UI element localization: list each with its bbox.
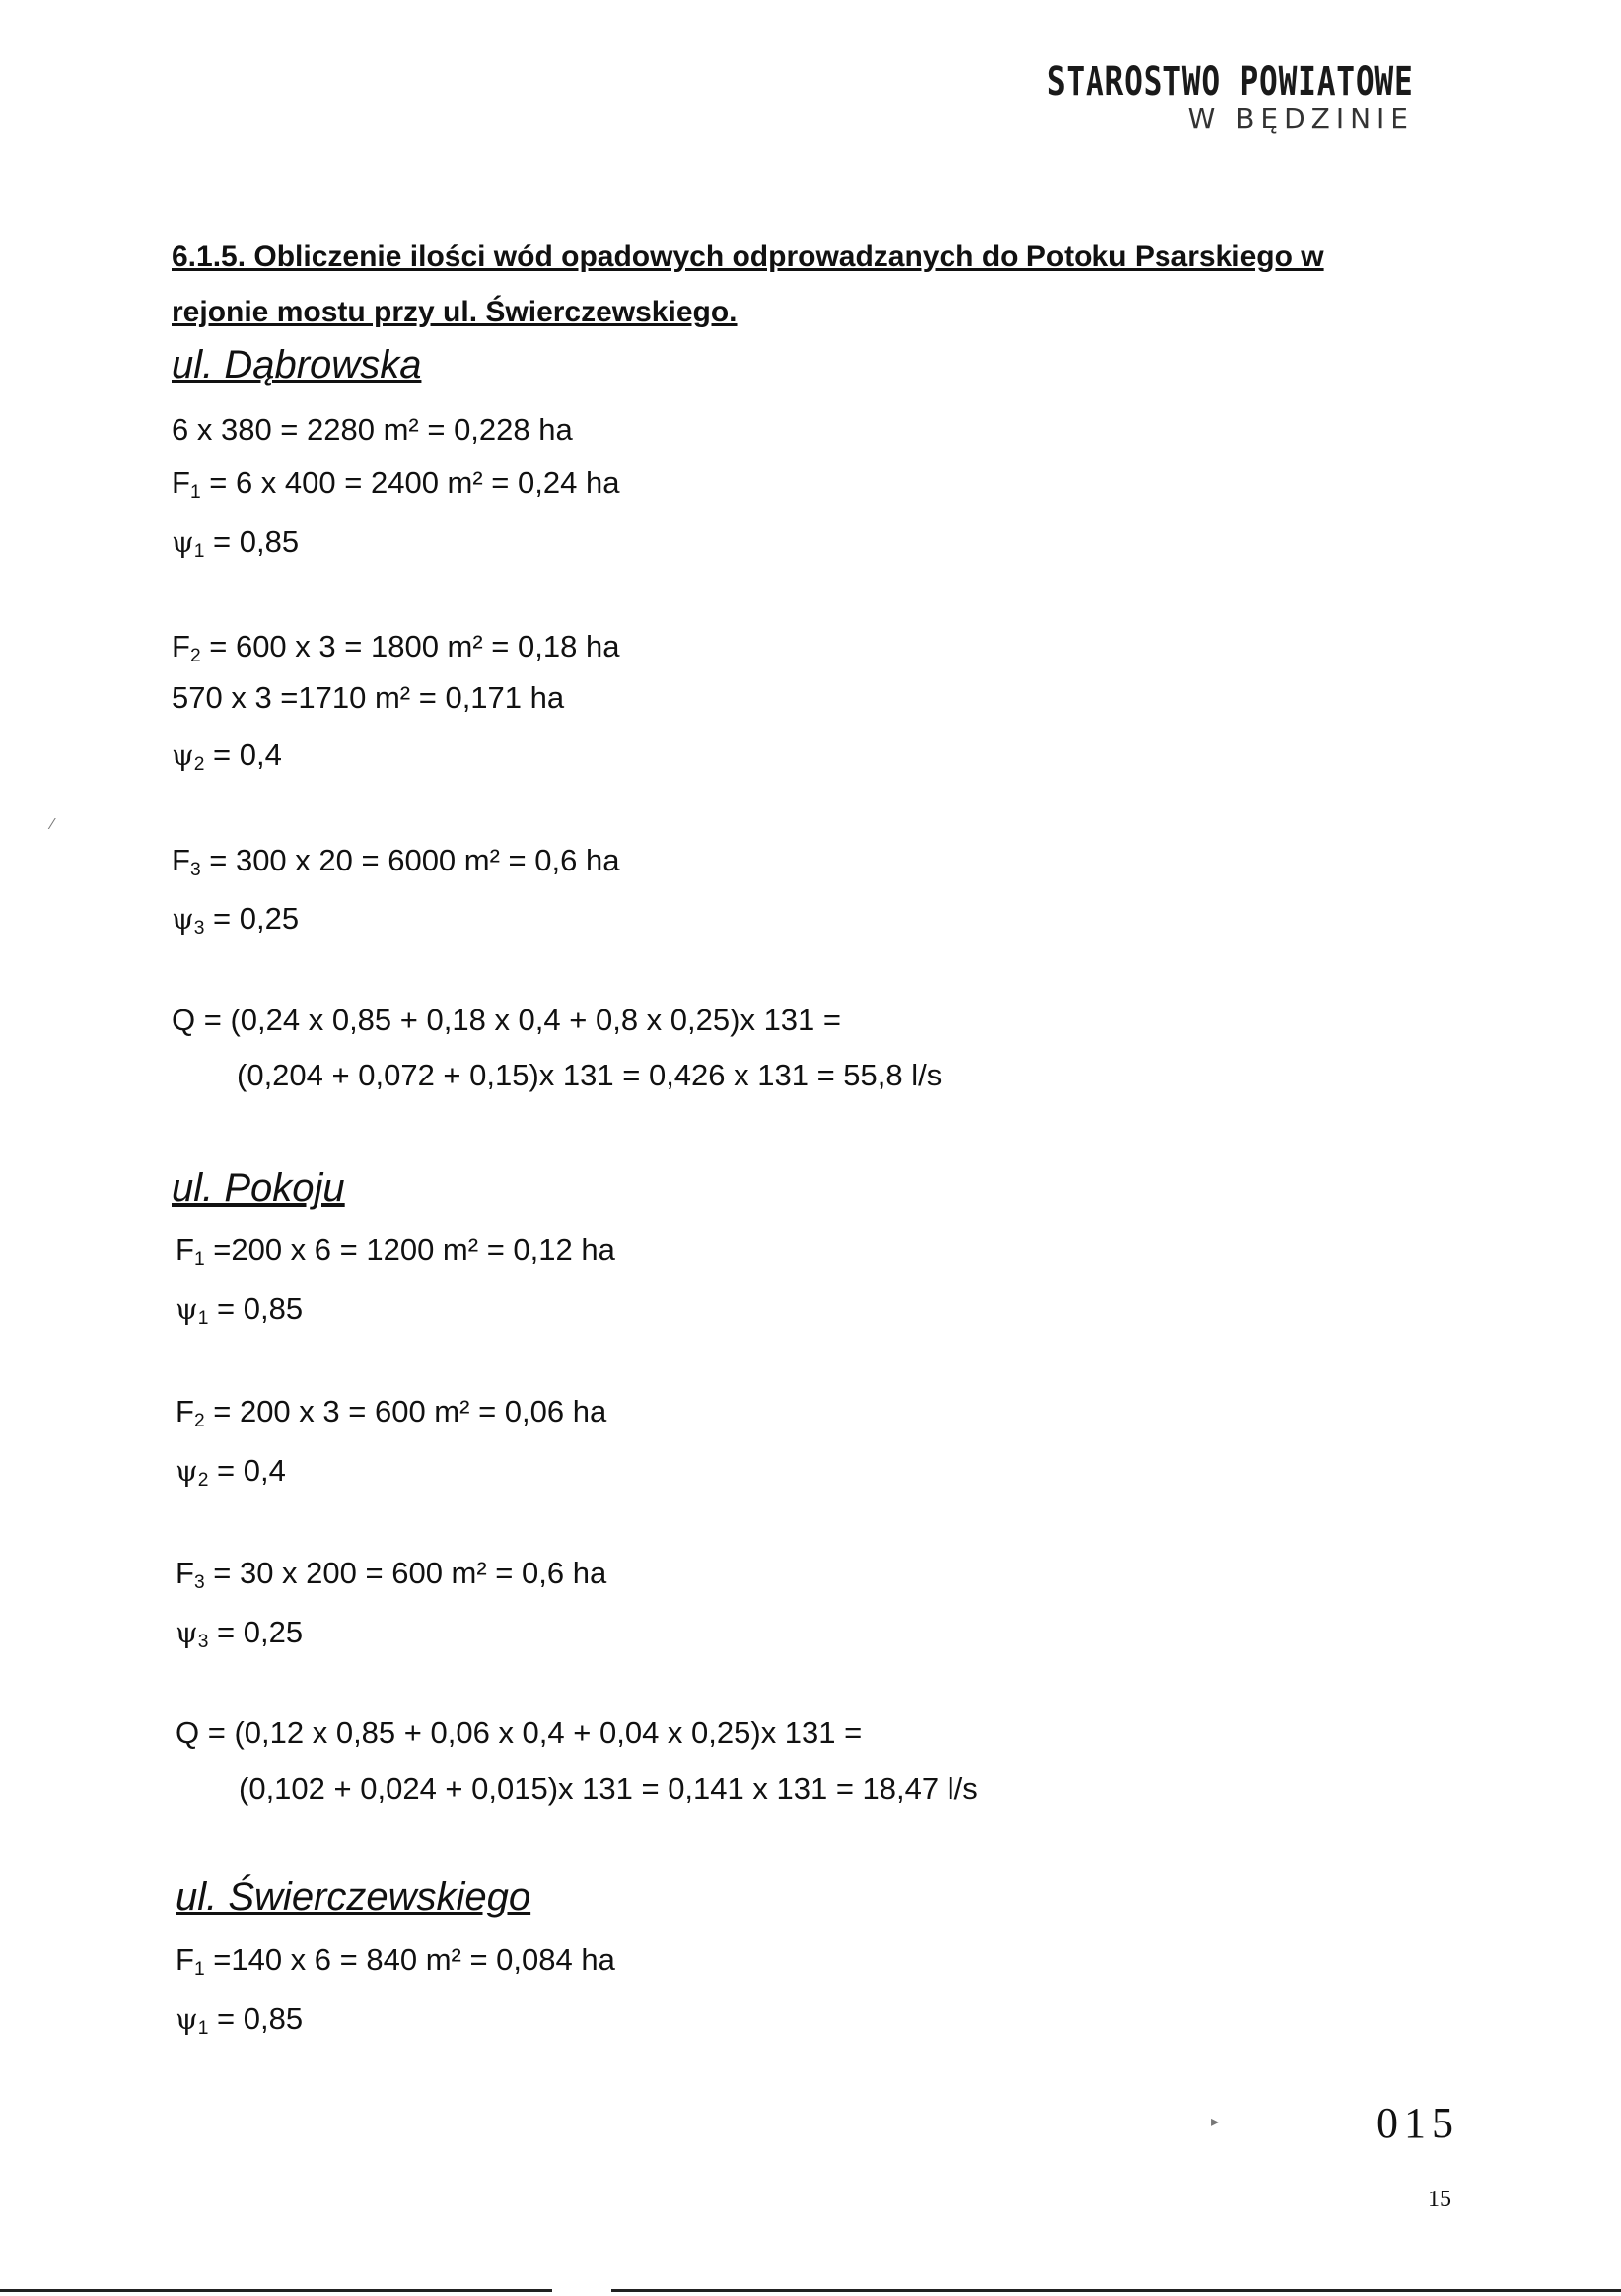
f-subscript: 2 xyxy=(189,645,201,666)
f-subscript: 3 xyxy=(193,1571,205,1593)
sheet-number: 015 xyxy=(1376,2099,1459,2147)
calc-line: 6 x 380 = 2280 m² = 0,228 ha xyxy=(172,412,573,447)
bottom-rule xyxy=(611,2289,1621,2292)
flow-result-line: (0,204 + 0,072 + 0,15)x 131 = 0,426 x 131 = 55,8 l/s xyxy=(237,1058,943,1092)
calc-line: 570 x 3 =1710 m² = 0,171 ha xyxy=(172,680,565,715)
f-label: F xyxy=(172,629,190,663)
psi-symbol: ψ xyxy=(176,1292,198,1326)
scan-mark: ▸ xyxy=(1211,2114,1220,2130)
calc-line-f1 xyxy=(176,1942,615,1981)
street-heading-pokoju: ul. Pokoju xyxy=(172,1166,345,1210)
f-label: F xyxy=(172,843,190,877)
calc-line-f3 xyxy=(176,1556,606,1594)
psi-value: = 0,85 xyxy=(208,1291,304,1326)
calc-line-psi3 xyxy=(176,1615,303,1653)
psi-symbol: ψ xyxy=(176,1616,198,1649)
psi-value: = 0,25 xyxy=(208,1615,304,1649)
calc-line-psi2 xyxy=(176,1453,286,1492)
f-expression: = 6 x 400 = 2400 m² = 0,24 ha xyxy=(200,465,620,500)
stamp-office-name: STAROSTWO POWIATOWE xyxy=(1047,59,1414,104)
f-subscript: 1 xyxy=(189,481,201,503)
psi-subscript: 1 xyxy=(197,1307,209,1329)
psi-subscript: 3 xyxy=(193,917,205,939)
psi-symbol: ψ xyxy=(172,525,194,559)
stamp-office-city: W BĘDZINIE xyxy=(1187,103,1414,135)
psi-subscript: 3 xyxy=(197,1631,209,1652)
street-heading-dabrowska: ul. Dąbrowska xyxy=(172,343,422,386)
f-expression: = 300 x 20 = 6000 m² = 0,6 ha xyxy=(200,843,620,877)
page-number: 15 xyxy=(1428,2187,1451,2212)
office-stamp xyxy=(944,59,1414,135)
psi-symbol: ψ xyxy=(172,902,194,936)
f-expression: =200 x 6 = 1200 m² = 0,12 ha xyxy=(204,1232,615,1267)
f-label: F xyxy=(176,1232,194,1267)
calc-line-psi1 xyxy=(176,1291,303,1330)
calc-line-f2 xyxy=(172,629,619,667)
street-heading-swierczewskiego: ul. Świerczewskiego xyxy=(176,1875,531,1918)
flow-formula-line: Q = (0,12 x 0,85 + 0,06 x 0,4 + 0,04 x 0,25)x 131 = xyxy=(176,1715,863,1750)
calc-line-f1 xyxy=(176,1232,615,1271)
psi-value: = 0,4 xyxy=(208,1453,286,1488)
calc-line-psi3 xyxy=(172,901,299,939)
f-subscript: 2 xyxy=(193,1410,205,1431)
psi-subscript: 2 xyxy=(197,1469,209,1491)
psi-subscript: 1 xyxy=(193,540,205,562)
psi-value: = 0,85 xyxy=(208,2001,304,2036)
calc-line-f2 xyxy=(176,1394,606,1432)
calc-line-f1 xyxy=(172,465,619,504)
section-heading: 6.1.5. Obliczenie ilości wód opadowych odprowadzanych do Potoku Psarskiego w rejonie mostu przy ul. Świerczewskiego. xyxy=(172,241,1324,328)
f-expression: = 600 x 3 = 1800 m² = 0,18 ha xyxy=(200,629,620,663)
psi-symbol: ψ xyxy=(176,2002,198,2036)
f-label: F xyxy=(172,465,190,500)
psi-value: = 0,85 xyxy=(204,524,300,559)
psi-subscript: 1 xyxy=(197,2017,209,2039)
f-label: F xyxy=(176,1556,194,1590)
bottom-rule xyxy=(0,2289,552,2292)
f-expression: =140 x 6 = 840 m² = 0,084 ha xyxy=(204,1942,615,1977)
f-label: F xyxy=(176,1942,194,1977)
f-subscript: 1 xyxy=(193,1958,205,1980)
psi-subscript: 2 xyxy=(193,753,205,775)
f-expression: = 30 x 200 = 600 m² = 0,6 ha xyxy=(204,1556,607,1590)
f-label: F xyxy=(176,1394,194,1428)
psi-value: = 0,4 xyxy=(204,737,282,772)
psi-symbol: ψ xyxy=(172,738,194,772)
calc-line-psi1 xyxy=(176,2001,303,2040)
psi-symbol: ψ xyxy=(176,1454,198,1488)
calc-line-psi2 xyxy=(172,737,282,776)
f-subscript: 3 xyxy=(189,859,201,880)
f-subscript: 1 xyxy=(193,1248,205,1270)
calc-line-f3 xyxy=(172,843,619,881)
flow-result-line: (0,102 + 0,024 + 0,015)x 131 = 0,141 x 131 = 18,47 l/s xyxy=(239,1772,978,1806)
psi-value: = 0,25 xyxy=(204,901,300,936)
calc-line-psi1 xyxy=(172,524,299,563)
scan-mark: ⁄ xyxy=(51,816,54,833)
f-expression: = 200 x 3 = 600 m² = 0,06 ha xyxy=(204,1394,607,1428)
flow-formula-line: Q = (0,24 x 0,85 + 0,18 x 0,4 + 0,8 x 0,25)x 131 = xyxy=(172,1003,842,1037)
